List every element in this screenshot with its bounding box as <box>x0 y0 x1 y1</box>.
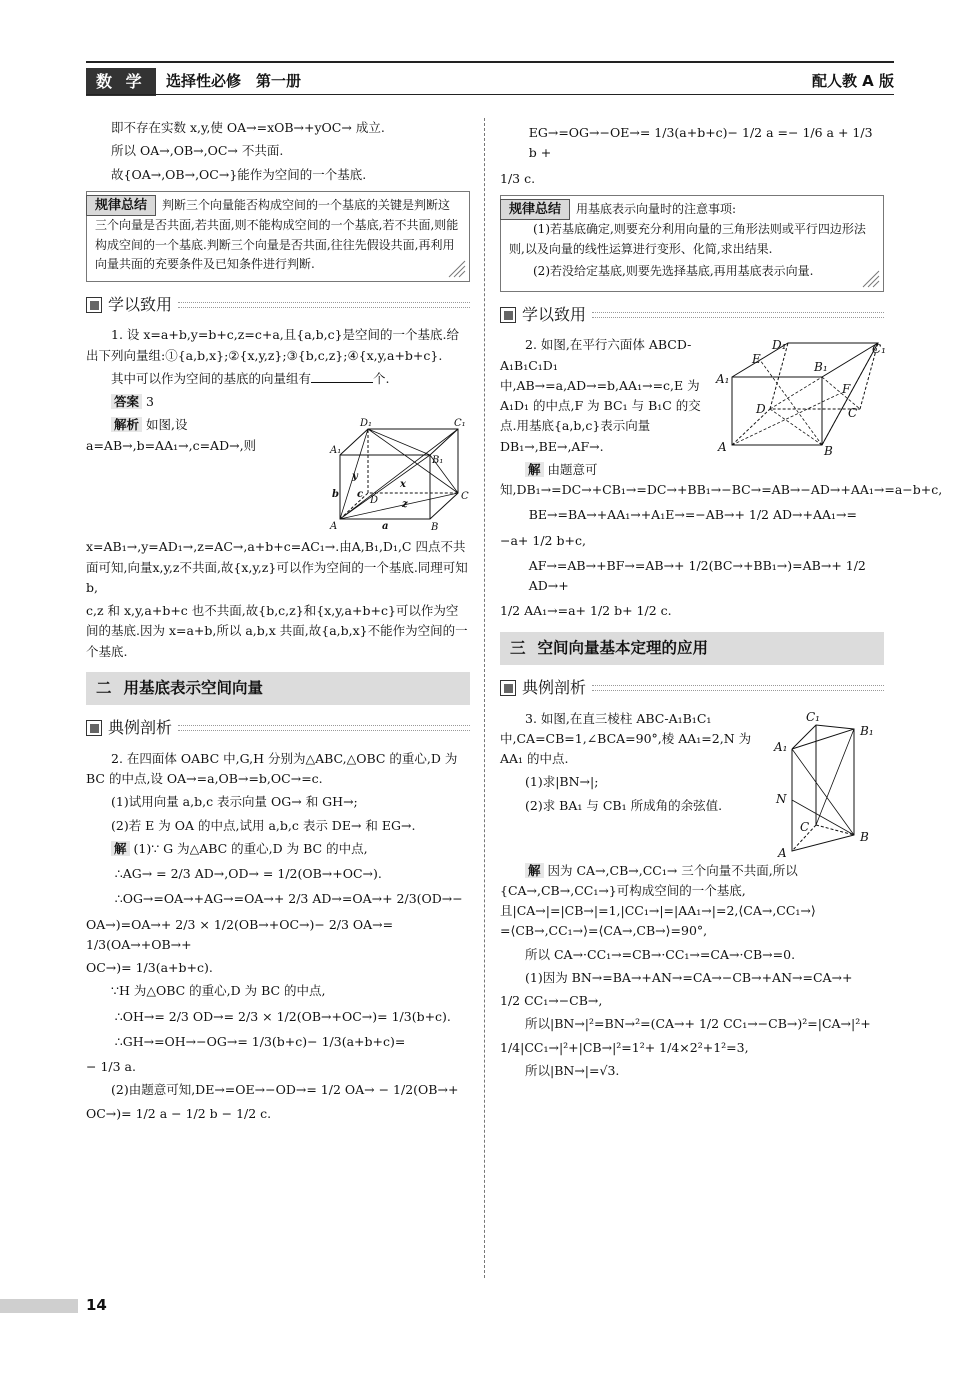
header-top-rule <box>86 61 894 63</box>
apply-square-icon <box>500 307 516 323</box>
label-x: x <box>400 479 406 491</box>
label-A1: A₁ <box>774 739 788 754</box>
section-heading-2: 二 用基底表示空间向量 <box>86 672 470 705</box>
right-column <box>500 118 943 1084</box>
label-B: B <box>860 829 869 844</box>
equation: 所以|BN→|²=BN→²=(CA→+ 1/2 CC₁→−CB→)²=|CA→|²+ <box>525 1016 871 1032</box>
label-C1: C₁ <box>454 418 466 430</box>
question-2-sub2: (2)若 E 为 OA 的中点,试用 a,b,c 表示 DE→ 和 EG→. <box>111 817 416 833</box>
equation: ∴OG→=OA→+AG→=OA→+ 2/3 AD→=OA→+ 2/3(OD→− <box>114 891 463 907</box>
example-square-icon <box>500 680 516 696</box>
equation: ∴AG→ = 2/3 AD→,OD→ = 1/2(OB→+OC→). <box>114 866 382 882</box>
apply-square-icon <box>86 297 102 313</box>
label-A1: A₁ <box>330 445 342 457</box>
question-2-stem: 2. 在四面体 OABC 中,G,H 分别为△ABC,△OBC 的重心,D 为 BC 的中点,设 OA→=a,OB→=b,OC→=c. <box>86 750 458 787</box>
page-header <box>86 58 894 102</box>
apply-heading: 学以致用 <box>86 292 470 318</box>
header-bottom-rule <box>86 94 894 95</box>
analysis-text: 解析 如图,设 a=AB→,b=AA₁→,c=AD→,则 x=AB₁→,y=AD₁→,z=AC→,a+b+c=AC₁→.由A,B₁,D₁,C 四点不共面可知,向量x,y,z不共面,故{x,y,z}可以作为空间的一个基底.同理可知 b, <box>86 417 468 595</box>
label-N: N <box>776 791 787 806</box>
equation: BE→=BA→+AA₁→+A₁E→=−AB→+ 1/2 AD→+AA₁→= <box>528 507 857 523</box>
summary-tag: 规律总结 <box>86 195 156 217</box>
corner-hatch-icon <box>861 269 879 287</box>
label-A1: A₁ <box>716 372 730 387</box>
answer-blank <box>311 382 373 383</box>
equation: ∴OH→= 2/3 OD→= 2/3 × 1/2(OB→+OC→)= 1/3(b+c). <box>114 1008 451 1024</box>
label-D: D <box>370 495 379 507</box>
equation: OA→)=OA→+ 2/3 × 1/2(OB→+OC→)− 2/3 OA→= 1/3(OA→+OB→+ <box>86 916 394 952</box>
subject-badge: 数 学 <box>86 68 156 96</box>
question-2-sub1: (1)试用向量 a,b,c 表示向量 OG→ 和 GH→; <box>111 794 358 810</box>
label-B1: B₁ <box>432 455 444 467</box>
label-B: B <box>824 444 833 459</box>
summary-text: 用基底表示向量时的注意事项: <box>576 201 737 216</box>
analysis-label: 解析 <box>111 417 142 432</box>
solution-line: 解 因为 CA→,CB→,CC₁→ 三个向量不共面,所以{CA→,CB→,CC₁→}可构成空间的一个基底,且|CA→|=|CB→|=1,|CC₁→|=|AA₁→|=2,⟨CA→,CC₁→⟩=⟨CB→,CC₁→⟩=⟨CA→,CB→⟩=90°, <box>500 862 816 939</box>
corner-hatch-icon <box>447 259 465 277</box>
intro-line: 即不存在实数 x,y,使 OA→=xOB→+yOC→ 成立. <box>111 120 385 135</box>
equation: ∴GH→=OH→−OG→= 1/3(b+c)− 1/3(a+b+c)= <box>114 1033 406 1049</box>
label-c: c <box>357 489 364 501</box>
equation: 1/2 AA₁→=a+ 1/2 b+ 1/2 c. <box>500 603 672 619</box>
apply-heading: 学以致用 <box>500 302 884 328</box>
solution-line: (2)由题意可知,DE→=OE→−OD→= 1/2 OA→ − 1/2(OB→+ <box>111 1082 459 1098</box>
question-4-sub2: (2)求 BA₁ 与 CB₁ 所成角的余弦值. <box>525 797 723 813</box>
label-A: A <box>778 845 787 860</box>
question-1-stem: 1. 设 x=a+b,y=b+c,z=c+a,且{a,b,c}是空间的一个基底.给出下列向量组:①{a,b,x};②{x,y,z};③{b,c,z};④{x,y,a+b+c}. <box>86 327 460 363</box>
solution-label: 解 <box>111 841 130 856</box>
solution-label: 解 <box>525 462 544 477</box>
left-column <box>86 118 470 1127</box>
example-heading: 典例剖析 <box>500 675 884 701</box>
label-C: C <box>800 819 810 834</box>
label-C: C <box>461 491 469 503</box>
question-4-stem: 3. 如图,在直三棱柱 ABC-A₁B₁C₁ 中,CA=CB=1,∠BCA=90°,棱 AA₁=2,N 为 AA₁ 的中点. <box>500 710 752 767</box>
section-heading-3: 三 空间向量基本定理的应用 <box>500 632 884 665</box>
analysis-text-cont: c,z 和 x,y,a+b+c 也不共面,故{b,c,z}和{x,y,a+b+c}可以作为空间的基底.因为 x=a+b,所以 a,b,x 共面,故{a,b,x}不能作为空间的一个基底. <box>86 603 468 659</box>
label-D: D <box>756 402 766 417</box>
label-b: b <box>332 489 339 501</box>
figure-parallelepiped <box>714 337 884 457</box>
book-title: 选择性必修 第一册 <box>166 72 302 90</box>
label-C1: C₁ <box>806 709 820 724</box>
label-B1: B₁ <box>860 723 874 738</box>
equation: −a+ 1/2 b+c, <box>500 532 586 548</box>
solution-line: 解 (1)∵ G 为△ABC 的重心,D 为 BC 的中点, <box>86 839 470 859</box>
label-D1: D₁ <box>360 418 373 430</box>
label-B1: B₁ <box>814 360 828 375</box>
column-divider <box>484 118 485 1278</box>
answer-label: 答案 <box>111 394 142 409</box>
label-y: y <box>352 471 358 483</box>
equation: 1/2 CC₁→−CB→, <box>500 993 603 1009</box>
equation: OC→)= 1/2 a − 1/2 b − 1/2 c. <box>86 1105 272 1121</box>
summary-box <box>500 195 884 292</box>
footer-bar <box>0 1299 78 1313</box>
page-number: 14 <box>86 1296 107 1314</box>
summary-box <box>86 191 470 282</box>
answer-line <box>86 392 470 412</box>
label-B: B <box>431 522 439 534</box>
label-C: C <box>848 406 858 421</box>
question-4-sub1: (1)求|BN→|; <box>525 774 599 790</box>
label-A: A <box>330 521 338 533</box>
label-E: E <box>752 352 761 367</box>
solution-line: 所以 CA→·CC₁→=CB→·CC₁→=CA→·CB→=0. <box>525 946 796 962</box>
label-z: z <box>402 499 408 511</box>
equation: OC→)= 1/3(a+b+c). <box>86 960 213 976</box>
summary-point: (1)若基底确定,则要充分利用向量的三角形法则或平行四边形法则,以及向量的线性运算进行变形、化简,求出结果. <box>509 222 866 256</box>
example-square-icon <box>86 720 102 736</box>
answer-value: 3 <box>146 394 154 410</box>
question-1-blank-line: 其中可以作为空间的基底的向量组有 个. <box>111 370 390 386</box>
solution-line: ∵H 为△OBC 的重心,D 为 BC 的中点, <box>111 983 326 999</box>
label-A: A <box>718 440 727 455</box>
figure-prism <box>772 711 884 859</box>
summary-point: (2)若没给定基底,则要先选择基底,再用基底表示向量. <box>533 264 814 279</box>
equation: 1/3 c. <box>500 170 536 186</box>
question-3-stem: 2. 如图,在平行六面体 ABCD-A₁B₁C₁D₁ 中,AB→=a,AD→=b,AA₁→=c,E 为 A₁D₁ 的中点,F 为 BC₁ 与 B₁C 的交点.用基底{a,b,c}表示向量 DB₁→,BE→,AF→. <box>500 337 701 454</box>
label-D1: D₁ <box>772 338 787 353</box>
label-C1: C₁ <box>872 342 886 357</box>
label-a: a <box>382 521 389 533</box>
solution-line: (1)因为 BN→=BA→+AN→=CA→−CB→+AN→=CA→+ <box>525 969 853 985</box>
solution-label: 解 <box>525 863 544 878</box>
equation: 所以|BN→|=√3. <box>525 1062 620 1078</box>
equation: AF→=AB→+BF→=AB→+ 1/2(BC→+BB₁→)=AB→+ 1/2 AD→+ <box>528 557 866 594</box>
summary-text: 判断三个向量能否构成空间的一个基底的关键是判断这三个向量是否共面,若共面,则不能构成空间的一个基底,若不共面,则能构成空间的一个基底.判断三个向量是否共面,往往先假设共面,再利用向量共面的充要条件及已知条件进行判断. <box>95 197 459 272</box>
solution-line: 解 由题意可知,DB₁→=DC→+CB₁→=DC→+BB₁→−BC→=AB→−AD→+AA₁→=a−b+c, <box>500 461 943 498</box>
intro-line: 故{OA→,OB→,OC→}能作为空间的一个基底. <box>111 166 367 182</box>
equation: 1/4|CC₁→|²+|CB→|²=1²+ 1/4×2²+1²=3, <box>500 1039 749 1055</box>
figure-cuboid <box>330 417 470 535</box>
edition-label: 配人教 A 版 <box>811 72 894 90</box>
intro-line: 所以 OA→,OB→,OC→ 不共面. <box>111 143 284 159</box>
equation: EG→=OG→−OE→= 1/3(a+b+c)− 1/2 a =− 1/6 a + 1/3 b + <box>528 125 873 161</box>
example-heading: 典例剖析 <box>86 715 470 741</box>
summary-tag: 规律总结 <box>500 199 570 221</box>
label-F: F <box>842 382 851 397</box>
equation: − 1/3 a. <box>86 1059 136 1075</box>
